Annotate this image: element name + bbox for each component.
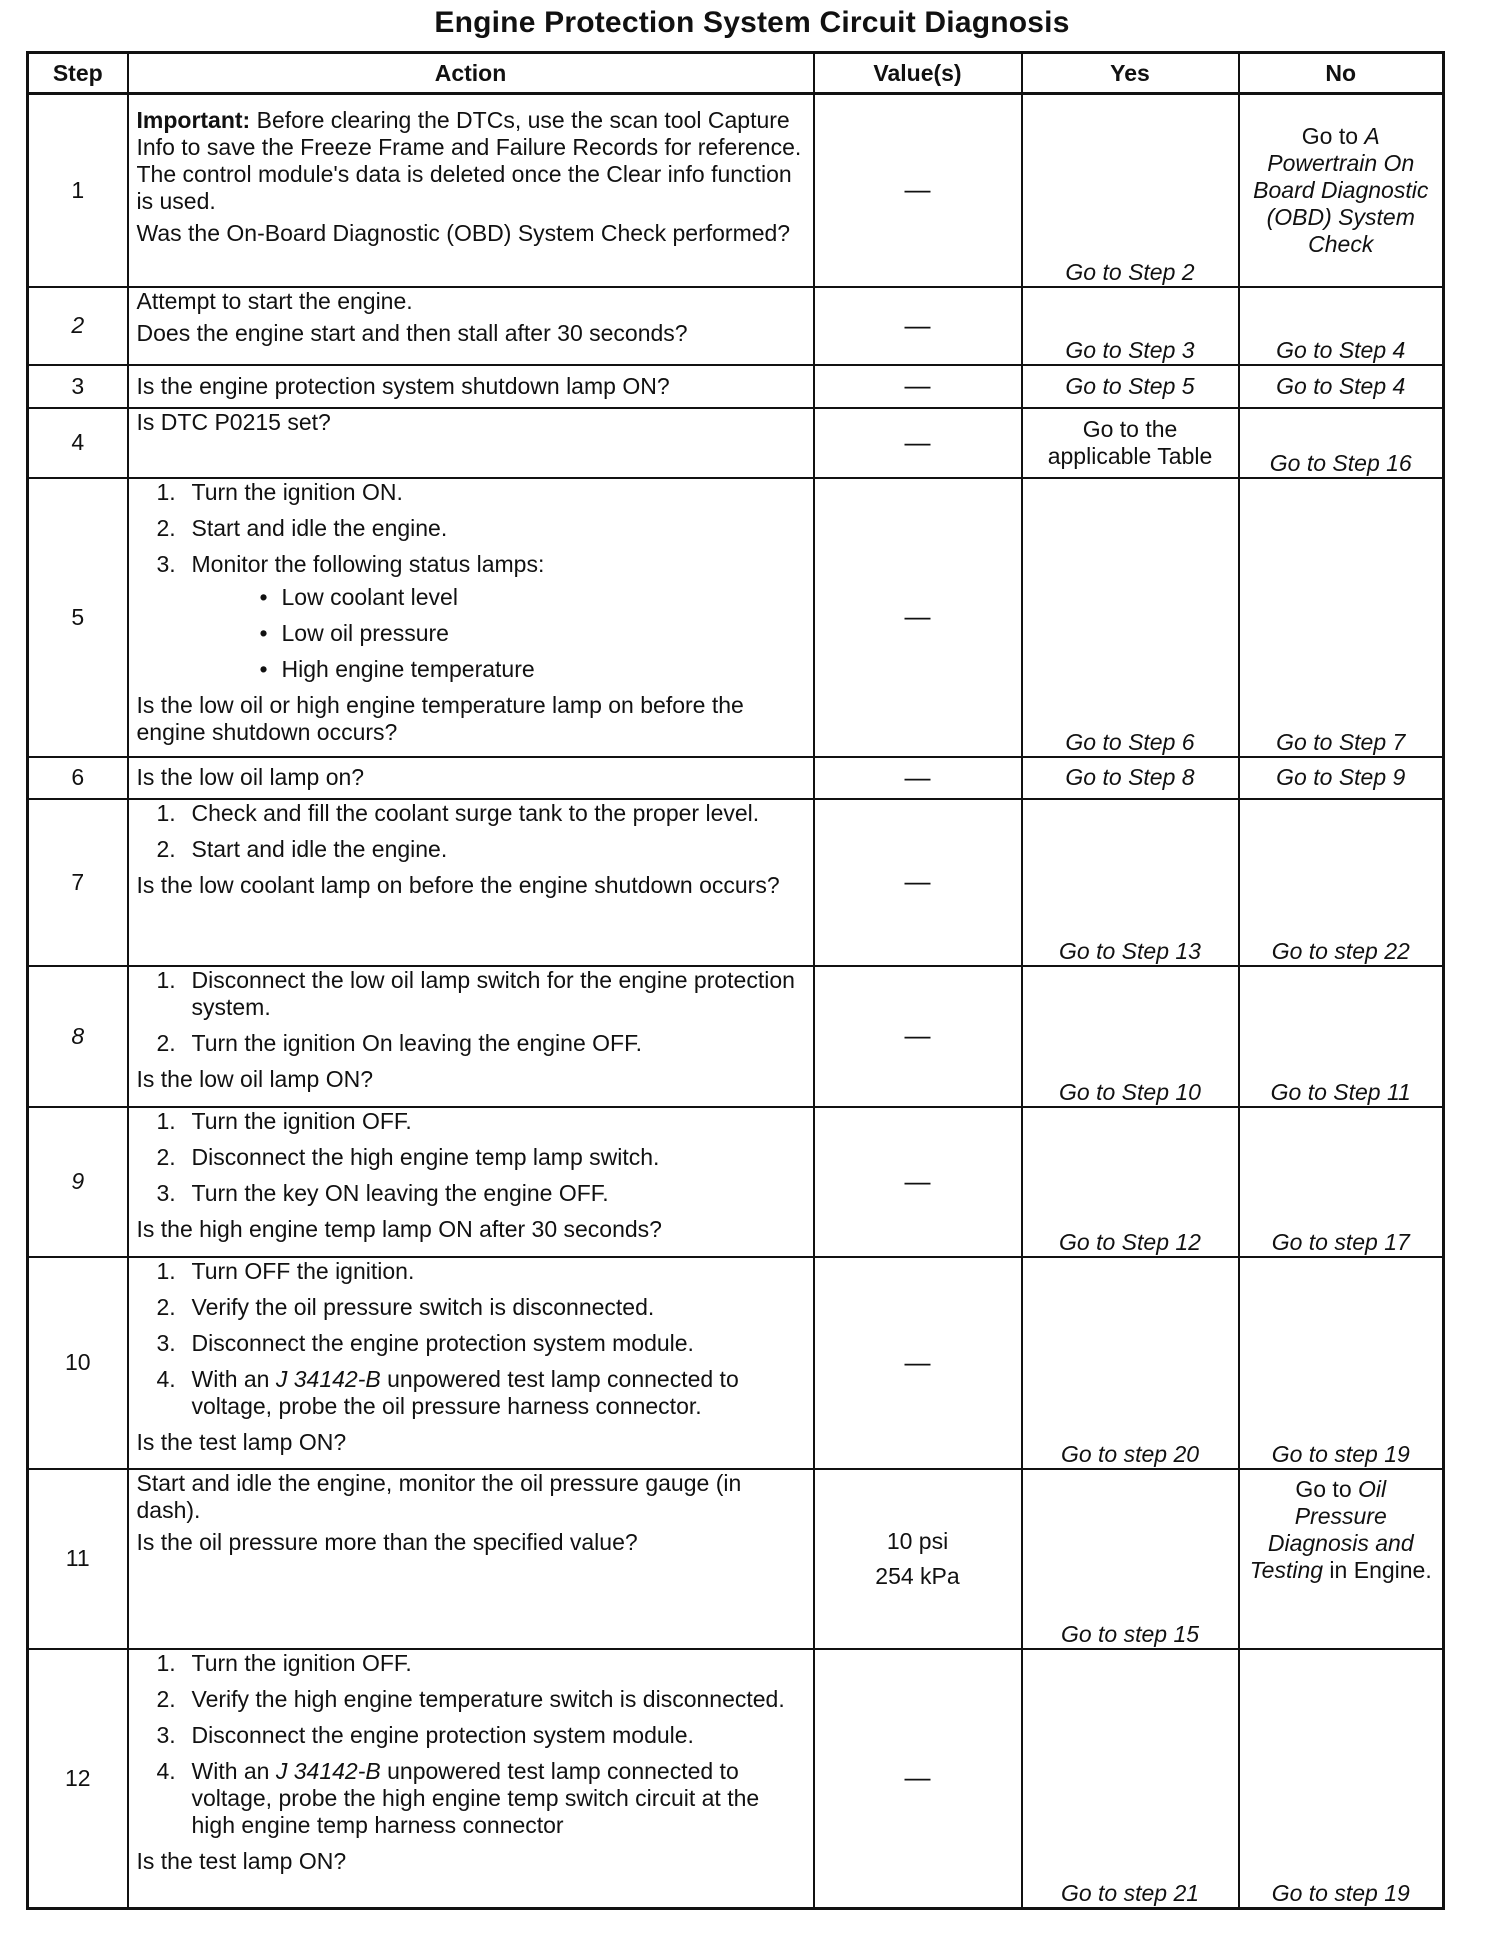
yes-cell[interactable]: Go to Step 8	[1022, 757, 1239, 799]
value-dash: —	[904, 174, 931, 205]
list-item-text: Check and fill the coolant surge tank to the proper level.	[191, 799, 760, 826]
step-index: 4.	[156, 1757, 176, 1784]
list-item	[137, 836, 805, 863]
step-index: 3.	[156, 1721, 176, 1748]
header-values: Value(s)	[814, 53, 1022, 94]
list-item	[137, 1108, 805, 1135]
list-item-text: Low coolant level	[281, 583, 458, 610]
action-cell	[128, 757, 814, 799]
value-cell	[814, 1649, 1022, 1909]
step-number: 12	[28, 1649, 128, 1909]
list-item-text: Turn the key ON leaving the engine OFF.	[191, 1179, 609, 1206]
table-row	[28, 365, 1444, 408]
step-number: 11	[28, 1469, 128, 1649]
question-text: Is DTC P0215 set?	[136, 408, 331, 435]
header-yes: Yes	[1022, 53, 1239, 94]
action-cell	[128, 365, 814, 408]
list-item-text: Disconnect the low oil lamp switch for the engine protection system.	[191, 966, 795, 1020]
question-text: Is the oil pressure more than the specified value?	[136, 1528, 638, 1555]
table-row	[28, 1469, 1444, 1649]
list-item	[192, 620, 805, 647]
yes-cell[interactable]: Go to Step 10	[1022, 966, 1239, 1107]
list-item	[137, 479, 805, 506]
step-index: 2.	[156, 1685, 176, 1712]
bullet-icon: •	[259, 583, 268, 610]
page-title: Engine Protection System Circuit Diagnosis	[434, 6, 1070, 39]
list-item	[137, 1258, 805, 1285]
value-dash: —	[904, 601, 931, 631]
step-index: 3.	[156, 1329, 176, 1356]
value-cell	[814, 1257, 1022, 1469]
action-cell	[128, 94, 814, 287]
no-cell[interactable]: Go to Step 9	[1239, 757, 1444, 799]
value-cell	[814, 365, 1022, 408]
value-dash: —	[904, 426, 931, 457]
action-cell	[128, 799, 814, 966]
table-row	[28, 1107, 1444, 1257]
value-dash: —	[904, 1346, 931, 1377]
list-item	[137, 1758, 805, 1839]
value-cell	[814, 94, 1022, 287]
list-item-text: Turn the ignition ON.	[191, 478, 403, 505]
table-row	[28, 799, 1444, 966]
step-number: 6	[28, 757, 128, 799]
action-cell	[128, 1649, 814, 1909]
value-dash: —	[904, 1762, 931, 1793]
goto-suffix: Engine.	[1353, 1556, 1432, 1583]
list-item	[137, 1686, 805, 1713]
list-item	[137, 1294, 805, 1321]
value-dash: —	[904, 866, 931, 896]
no-cell[interactable]: Go to Step 16	[1239, 408, 1444, 478]
step-index: 1.	[156, 799, 176, 826]
value-dash: —	[904, 761, 931, 792]
question-text: Is the test lamp ON?	[136, 1428, 347, 1455]
procedure-list	[137, 800, 805, 863]
value-cell	[814, 408, 1022, 478]
procedure-list	[137, 479, 805, 683]
action-cell	[128, 1257, 814, 1469]
list-item-text: Turn the ignition OFF.	[191, 1107, 412, 1134]
goto-prefix: Go to	[1295, 1475, 1359, 1502]
question-text: Is the engine protection system shutdown lamp ON?	[136, 372, 670, 399]
procedure-list	[137, 1650, 805, 1839]
value-dash: —	[904, 309, 931, 340]
yes-cell[interactable]: Go to Step 2	[1022, 94, 1239, 287]
list-item	[137, 967, 805, 1021]
action-cell	[128, 1107, 814, 1257]
list-item-text: Disconnect the high engine temp lamp switch.	[191, 1143, 660, 1170]
question-text: Is the low oil lamp ON?	[136, 1065, 373, 1092]
table-row	[28, 966, 1444, 1107]
table-row	[28, 287, 1444, 365]
no-cell[interactable]: Go to Step 4	[1239, 365, 1444, 408]
list-item	[137, 551, 805, 683]
step-index: 2.	[156, 835, 176, 862]
step-index: 1.	[156, 1649, 176, 1676]
no-cell[interactable]: Go to step 22	[1239, 799, 1444, 966]
yes-cell[interactable]: Go to Step 6	[1022, 478, 1239, 757]
list-item	[137, 1180, 805, 1207]
procedure-list	[137, 967, 805, 1057]
list-item-text: Monitor the following status lamps:	[191, 550, 545, 577]
yes-cell[interactable]: Go to step 20	[1022, 1257, 1239, 1469]
value-cell	[814, 287, 1022, 365]
value-cell	[814, 799, 1022, 966]
no-cell[interactable]	[1239, 1469, 1444, 1649]
question-text: Is the low oil lamp on?	[136, 764, 365, 790]
status-lamp-list	[192, 584, 805, 683]
important-label: Important:	[136, 107, 251, 133]
table-row	[28, 408, 1444, 478]
value-kpa: 254 kPa	[875, 1562, 960, 1589]
header-no: No	[1239, 53, 1444, 94]
table-header-row	[28, 53, 1444, 94]
bullet-icon: •	[259, 619, 268, 646]
action-cell	[128, 966, 814, 1107]
step-index: 3.	[156, 550, 176, 577]
question-text: Is the high engine temp lamp ON after 30 seconds?	[136, 1215, 662, 1242]
list-item-text: Low oil pressure	[281, 619, 449, 646]
no-cell[interactable]: Go to step 17	[1239, 1107, 1444, 1257]
question-text: Is the low coolant lamp on before the engine shutdown occurs?	[136, 871, 780, 898]
procedure-list	[137, 1258, 805, 1420]
list-item-text: Start and idle the engine.	[191, 514, 448, 541]
list-item-text: Turn OFF the ignition.	[191, 1257, 415, 1284]
list-item-text: unpowered test lamp connected to voltage, probe the oil pressure harness connector.	[191, 1365, 739, 1419]
step-index: 3.	[156, 1179, 176, 1206]
table-row	[28, 1257, 1444, 1469]
diagnosis-table	[26, 51, 1445, 1910]
step-index: 1.	[156, 478, 176, 505]
step-index: 2.	[156, 1143, 176, 1170]
no-cell[interactable]: Go to Step 11	[1239, 966, 1444, 1107]
yes-cell[interactable]: Go to step 15	[1022, 1469, 1239, 1649]
action-cell	[128, 1469, 814, 1649]
step-number: 5	[28, 478, 128, 757]
no-cell[interactable]: Go to step 19	[1239, 1257, 1444, 1469]
step-number: 4	[28, 408, 128, 478]
list-item-prefix: With an	[191, 1757, 276, 1784]
procedure-list	[137, 1108, 805, 1207]
list-item	[137, 1366, 805, 1420]
step-number: 1	[28, 94, 128, 287]
list-item	[137, 1144, 805, 1171]
value-cell	[814, 1469, 1022, 1649]
yes-cell[interactable]: Go to Step 5	[1022, 365, 1239, 408]
step-number: 8	[28, 966, 128, 1107]
list-item	[192, 584, 805, 611]
list-item-text: Verify the high engine temperature switch is disconnected.	[191, 1685, 785, 1712]
list-item-text: Disconnect the engine protection system module.	[191, 1329, 694, 1356]
step-index: 2.	[156, 514, 176, 541]
instruction-text: Start and idle the engine, monitor the oil pressure gauge (in dash).	[136, 1469, 742, 1523]
step-number: 2	[28, 287, 128, 365]
list-item-text: Verify the oil pressure switch is disconnected.	[191, 1293, 655, 1320]
step-number: 9	[28, 1107, 128, 1257]
step-number: 10	[28, 1257, 128, 1469]
list-item	[137, 1030, 805, 1057]
table-row	[28, 478, 1444, 757]
table-row	[28, 757, 1444, 799]
list-item	[137, 800, 805, 827]
yes-cell[interactable]: Go to the applicable Table	[1022, 408, 1239, 478]
yes-cell[interactable]: Go to Step 3	[1022, 287, 1239, 365]
value-psi: 10 psi	[886, 1527, 949, 1554]
list-item-text: Disconnect the engine protection system module.	[191, 1721, 694, 1748]
yes-cell[interactable]: Go to Step 12	[1022, 1107, 1239, 1257]
step-index: 1.	[156, 966, 176, 993]
tool-reference: J 34142-B	[275, 1365, 381, 1392]
important-note	[137, 107, 805, 215]
goto-prefix: Go to	[1301, 122, 1365, 149]
table-row	[28, 1649, 1444, 1909]
question-text: Is the low oil or high engine temperature lamp on before the engine shutdown occurs?	[136, 691, 744, 745]
step-index: 1.	[156, 1257, 176, 1284]
step-number: 7	[28, 799, 128, 966]
list-item	[137, 515, 805, 542]
action-cell	[128, 408, 814, 478]
no-cell[interactable]	[1239, 94, 1444, 287]
yes-cell[interactable]: Go to Step 13	[1022, 799, 1239, 966]
question-text: Was the On-Board Diagnostic (OBD) System Check performed?	[136, 220, 791, 246]
bullet-icon: •	[259, 655, 268, 682]
list-item-text: High engine temperature	[281, 655, 535, 682]
step-index: 4.	[156, 1365, 176, 1392]
no-cell[interactable]: Go to Step 7	[1239, 478, 1444, 757]
list-item-text: Start and idle the engine.	[191, 835, 448, 862]
value-cell	[814, 757, 1022, 799]
important-text: Before clearing the DTCs, use the scan tool Capture Info to save the Freeze Frame and Failure Records for reference. The control module's data is deleted once the Clear info function is used.	[136, 107, 802, 214]
value-cell	[814, 966, 1022, 1107]
value-dash: —	[904, 1165, 931, 1196]
value-dash: —	[904, 370, 931, 400]
goto-reference: Oil Pressure Diagnosis and Testing	[1249, 1475, 1414, 1583]
list-item	[137, 1330, 805, 1357]
instruction-text: Attempt to start the engine.	[136, 287, 413, 314]
no-cell[interactable]: Go to Step 4	[1239, 287, 1444, 365]
action-cell	[128, 478, 814, 757]
table-row	[28, 94, 1444, 287]
list-item-prefix: With an	[191, 1365, 276, 1392]
question-text: Is the test lamp ON?	[136, 1847, 347, 1874]
tool-reference: J 34142-B	[275, 1757, 381, 1784]
step-index: 2.	[156, 1293, 176, 1320]
value-cell	[814, 478, 1022, 757]
list-item	[137, 1650, 805, 1677]
goto-mid: in	[1323, 1556, 1354, 1583]
goto-reference: A Powertrain On Board Diagnostic (OBD) System Check	[1253, 122, 1429, 257]
no-cell[interactable]: Go to step 19	[1239, 1649, 1444, 1909]
value-cell	[814, 1107, 1022, 1257]
action-cell	[128, 287, 814, 365]
list-item	[192, 656, 805, 683]
header-step: Step	[28, 53, 128, 94]
yes-cell[interactable]: Go to step 21	[1022, 1649, 1239, 1909]
value-dash: —	[904, 1020, 931, 1050]
step-index: 2.	[156, 1029, 176, 1056]
header-action: Action	[128, 53, 814, 94]
step-index: 1.	[156, 1107, 176, 1134]
list-item	[137, 1722, 805, 1749]
list-item-text: Turn the ignition On leaving the engine OFF.	[191, 1029, 642, 1056]
question-text: Does the engine start and then stall after 30 seconds?	[136, 319, 688, 346]
list-item-text: Turn the ignition OFF.	[191, 1649, 412, 1676]
list-item-text: unpowered test lamp connected to voltage, probe the high engine temp switch circuit at the high engine temp harness connector	[191, 1757, 760, 1838]
step-number: 3	[28, 365, 128, 408]
